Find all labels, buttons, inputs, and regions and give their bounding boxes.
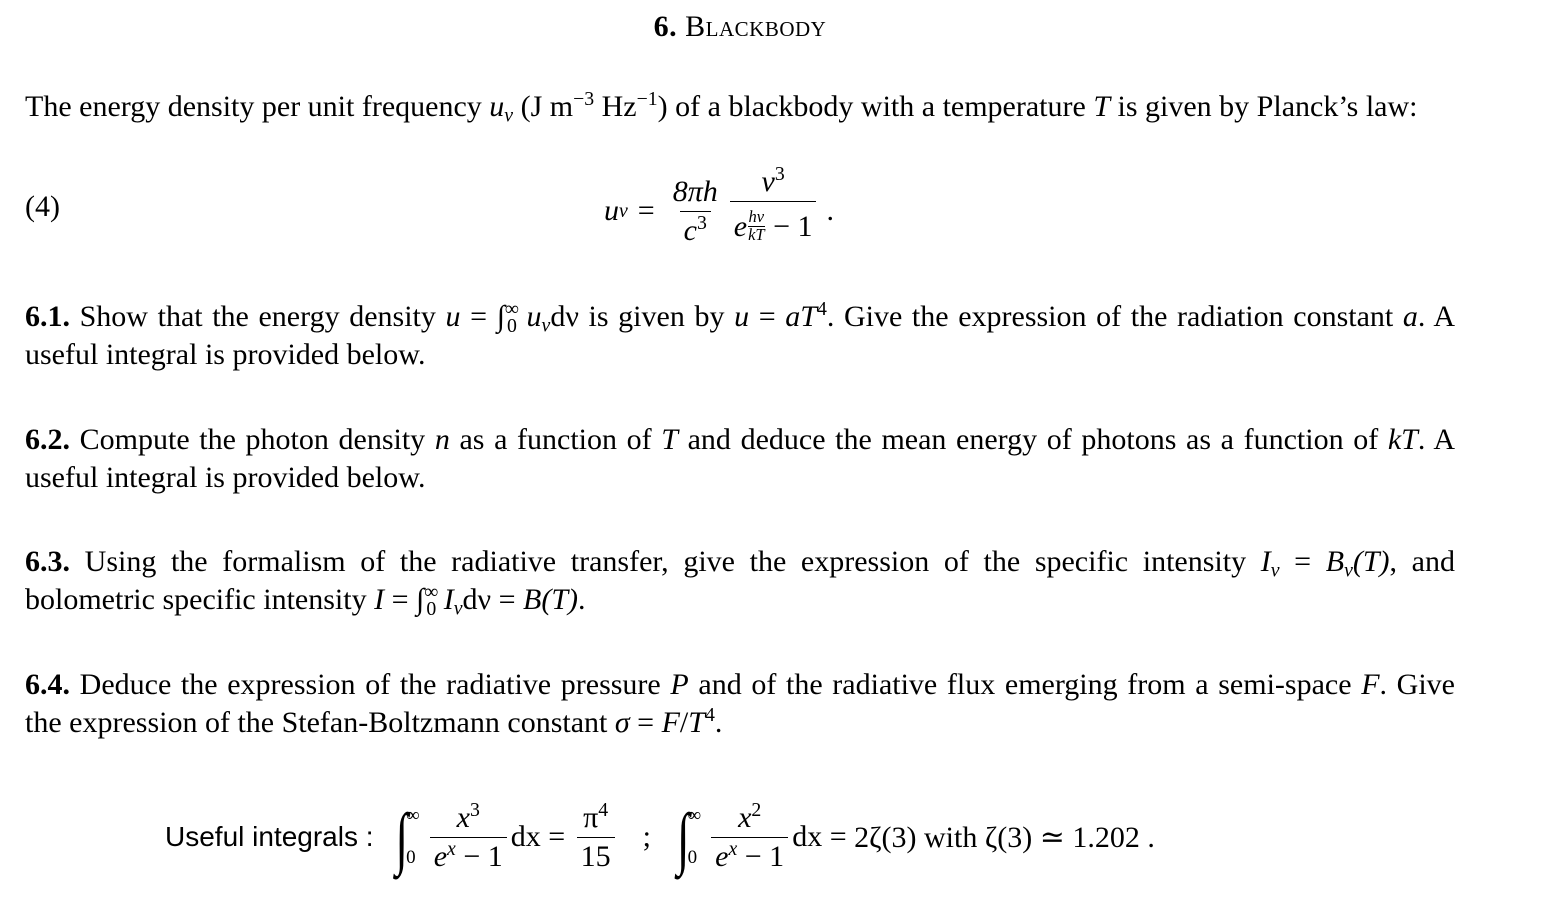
question-label: 6.3. xyxy=(25,545,70,578)
differential: dν xyxy=(550,300,579,333)
section-title xyxy=(0,10,1480,44)
var-P: P xyxy=(670,668,689,701)
var-I: I xyxy=(1260,545,1271,578)
equals: = xyxy=(637,194,655,227)
exp: x xyxy=(447,837,456,860)
exp: 3 xyxy=(469,798,480,821)
var-I: I xyxy=(436,583,454,616)
sub-nu: ν xyxy=(453,597,463,620)
integral-sign: ∫ xyxy=(677,798,690,876)
upper-limit: ∞ xyxy=(504,298,520,321)
fraction-8pih-c3 xyxy=(669,175,722,248)
numerator: ν xyxy=(761,165,775,198)
integral-2 xyxy=(675,798,707,876)
exp: 4 xyxy=(598,798,609,821)
var-I: I xyxy=(374,583,385,616)
question-text: . xyxy=(714,706,723,739)
equals: = xyxy=(1279,545,1326,578)
numerator: 8πh xyxy=(672,174,718,208)
exp: 4 xyxy=(704,704,715,727)
integrand-1 xyxy=(430,798,507,874)
differential: dν xyxy=(462,583,492,616)
var-BT: B(T) xyxy=(523,583,578,616)
question-text: . xyxy=(578,583,586,616)
useful-integrals xyxy=(165,792,1155,882)
var-F: F xyxy=(661,706,680,739)
question-text: Deduce the expression of the radiative pressure xyxy=(70,668,671,701)
lower-limit: 0 xyxy=(406,847,416,868)
lower-limit: 0 xyxy=(507,314,517,337)
question-text: as a function of xyxy=(449,423,662,456)
var-F: F xyxy=(1361,668,1380,701)
denominator: c xyxy=(683,213,697,247)
sub-nu: ν xyxy=(1344,559,1353,582)
fraction-planck xyxy=(730,165,817,257)
equals: = xyxy=(460,300,497,333)
exponent-fraction xyxy=(747,209,766,243)
var-u: u xyxy=(445,300,461,333)
intro-text: is given by Planck’s law: xyxy=(1110,90,1418,123)
var-n: n xyxy=(434,423,450,456)
sub-nu: ν xyxy=(541,314,551,337)
result-1 xyxy=(577,798,615,874)
exp-base: e xyxy=(715,839,729,873)
intro-text: The energy density per unit frequency xyxy=(25,90,490,123)
question-text: . Give the expression of the Stefan-Boltzmann constant xyxy=(25,668,1455,739)
section-heading: Blackbody xyxy=(685,10,827,43)
differential: dx xyxy=(792,820,823,853)
var-T: T xyxy=(661,423,678,456)
var-u: u xyxy=(734,300,750,333)
upper-limit: ∞ xyxy=(687,805,702,826)
equals: = xyxy=(749,300,786,333)
question-label: 6.1. xyxy=(25,300,70,333)
question-text: Show that the energy density xyxy=(70,300,446,333)
var-aT: aT xyxy=(785,300,817,333)
var-kT: kT xyxy=(1387,423,1418,456)
exp-base: e xyxy=(733,210,748,243)
sub-nu: ν xyxy=(504,104,514,127)
exp: 2 xyxy=(751,798,762,821)
exp: 3 xyxy=(696,211,707,234)
upper-limit: ∞ xyxy=(424,581,439,604)
var-T: T xyxy=(1093,90,1111,123)
question-text: , and bolometric specific intensity xyxy=(25,545,1455,616)
minus-one: − 1 xyxy=(455,839,503,873)
question-6-1 xyxy=(25,298,1455,374)
intro-text: ) of a blackbody with a temperature xyxy=(657,90,1094,123)
question-text: is given by xyxy=(578,300,735,333)
integral-1 xyxy=(394,798,426,876)
equals: = xyxy=(491,583,523,616)
numerator: x xyxy=(738,800,752,834)
period: . xyxy=(826,194,834,227)
question-text: Compute the photon density xyxy=(70,423,435,456)
question-text: and deduce the mean energy of photons as a function of xyxy=(677,423,1388,456)
integrals-label: Useful integrals : xyxy=(165,821,374,852)
equation-number: (4) xyxy=(25,190,60,223)
question-text: Using the formalism of the radiative transfer, give the expression of the specific intensity xyxy=(70,545,1261,578)
integrand-2 xyxy=(711,798,788,874)
minus-one: − 1 xyxy=(765,210,813,243)
equals: = xyxy=(822,820,855,853)
exp: −3 xyxy=(573,88,595,111)
intro-paragraph xyxy=(25,88,1455,126)
exp: x xyxy=(728,837,738,860)
integral-sign: ∫ xyxy=(395,798,409,876)
lower-limit: 0 xyxy=(687,847,698,868)
var-T: T xyxy=(688,706,705,739)
exp: −1 xyxy=(636,88,658,111)
exp-denominator: kT xyxy=(748,224,765,244)
lower-limit: 0 xyxy=(426,597,437,620)
separator: ; xyxy=(642,820,651,853)
denominator: 15 xyxy=(577,837,615,874)
var-u: u xyxy=(489,90,505,123)
exp-base: e xyxy=(433,839,448,873)
units-text: (J m xyxy=(513,90,574,123)
numerator: x xyxy=(456,800,470,834)
upper-limit: ∞ xyxy=(406,805,420,826)
var-u: u xyxy=(604,194,619,227)
var-a: a xyxy=(1402,300,1418,333)
question-6-3 xyxy=(25,543,1455,619)
equals: = xyxy=(540,820,573,853)
question-text: . A useful integral is provided below. xyxy=(25,300,1456,371)
var-u: u xyxy=(516,300,542,333)
result-2: 2ζ(3) with ζ(3) ≃ 1.202 . xyxy=(854,820,1155,854)
question-label: 6.4. xyxy=(25,668,70,701)
question-6-2 xyxy=(25,421,1455,497)
exp: 4 xyxy=(816,298,827,321)
var-sigma: σ xyxy=(614,706,630,739)
question-text: . Give the expression of the radiation constant xyxy=(826,300,1403,333)
numerator: π xyxy=(583,800,599,834)
question-text: and of the radiative flux emerging from a semi-space xyxy=(688,668,1362,701)
var-B: B xyxy=(1325,545,1345,578)
question-text: . A useful integral is provided below. xyxy=(25,423,1456,494)
var-T: (T) xyxy=(1352,545,1390,578)
minus-one: − 1 xyxy=(737,839,785,873)
equals: = xyxy=(384,583,416,616)
question-6-4 xyxy=(25,666,1455,742)
equals: = xyxy=(629,706,662,739)
planck-equation: u ν = $\frac{8\pi h}{c^3}$ $\nu^3$ e $\frac{h\nu}{kT}$ − 1 . xyxy=(604,166,834,256)
integral-sign: ∫ xyxy=(416,583,425,616)
slash: / xyxy=(679,706,689,739)
exp: 3 xyxy=(774,163,785,186)
differential: dx xyxy=(510,820,541,853)
units-text: Hz xyxy=(594,90,637,123)
section-number: 6. xyxy=(653,10,678,43)
integral-sign: ∫ xyxy=(496,300,505,333)
exp-numerator: hν xyxy=(748,207,765,226)
question-label: 6.2. xyxy=(25,423,70,456)
sub-nu: ν xyxy=(1270,559,1280,582)
